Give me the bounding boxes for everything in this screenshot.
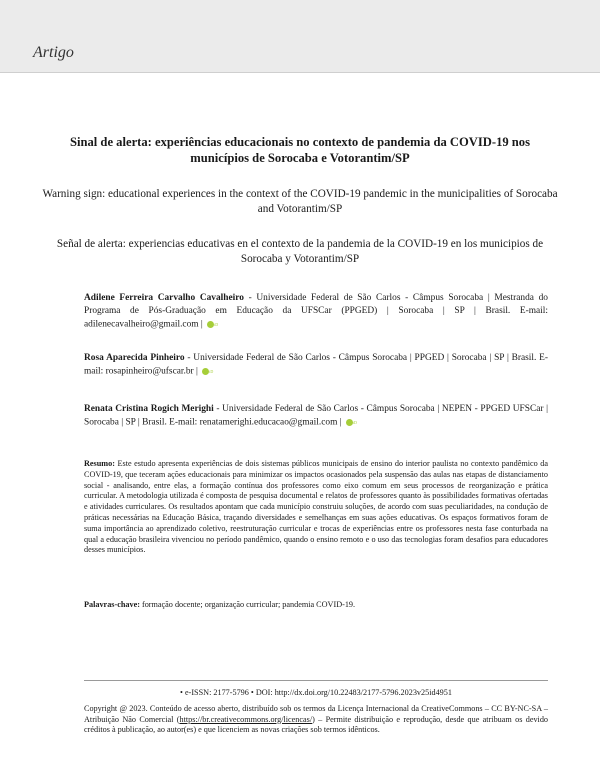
orcid-label: iD [352, 420, 357, 425]
issn-doi-line: • e-ISSN: 2177-5796 • DOI: http://dx.doi.org/10.22483/2177-5796.2023v25id4951 [180, 688, 452, 697]
author-affiliation: - Universidade Federal de São Carlos - Câmpus Sorocaba | Mestranda do Programa de Pós-Graduação em Educação da UFSCar (PPGED) | Sorocaba | SP | Brasil. E-mail: adilenecavalheiro@gmail.com | [84, 293, 548, 330]
copyright-text-end: ) – Permite distribuição e reprodução, desde que atribuam os devido créditos à publicação, ao autor(es) e que licenciem as novas criações sob termos idênticos. [84, 714, 549, 735]
copyright-text: Copyright @ 2023. Conteúdo de acesso aberto, distribuído sob os termos da Licença Internacional da CreativeCommons – CC BY-NC-SA – Atribuição Não Comercial ( [84, 704, 548, 724]
abstract-text: Este estudo apresenta experiências de dois sistemas públicos municipais de ensino do interior paulista no contexto pandêmico da COVID-19, que teceram ações educacionais para minimizar os impactos ocasionados pela suspensão das aulas nas etapas de distanciamento social - analisando, entre elas, a formação contínua dos professores como eixo comum em seus processos de reorganização e prática curricular. A metodologia utilizada é composta de pesquisa documental e relatos de professores quanto às possibilidades formativas ofertadas e atividades curriculares. Os resultados apontam que cada município construiu soluções, de acordo com suas peculiaridades, na condução de práticas necessárias na Educação Básica, traçando diversidades e semelhanças em suas ações educativas. Os espaços formativos foram de suma importância ao aprendizado coletivo, reestruturação curricular e trocas de experiências entre os professores nesta fase conturbada na qual a educação brasileira vivenciou no período pandêmico, quando o ensino remoto e o uso das tecnologias foram desafios para educadores desses municípios. [84, 459, 548, 555]
author-affiliation: - Universidade Federal de São Carlos - Câmpus Sorocaba | NEPEN - PPGED UFSCar | Sorocaba | SP | Brasil. E-mail: renatamerighi.educacao@gmail.com | [84, 404, 548, 428]
keywords [84, 599, 548, 610]
author-block [84, 292, 548, 332]
author-block [84, 403, 548, 430]
author-name: Renata Cristina Rogich Merighi [84, 404, 214, 414]
abstract-label: Resumo: [84, 459, 115, 468]
orcid-label: iD [209, 369, 214, 374]
title-spanish: Señal de alerta: experiencias educativas en el contexto de la pandemia de la COVID-19 en los municipios de Sorocaba y Votorantim/SP [56, 238, 544, 265]
author-block [84, 352, 548, 379]
title-portuguese: Sinal de alerta: experiências educacionais no contexto de pandemia da COVID-19 nos municípios de Sorocaba e Votorantim/SP [69, 135, 531, 165]
title-english: Warning sign: educational experiences in the context of the COVID-19 pandemic in the municipalities of Sorocaba and Votorantim/SP [42, 188, 558, 215]
author-name: Rosa Aparecida Pinheiro [84, 353, 185, 363]
author-name: Adilene Ferreira Carvalho Cavalheiro [84, 293, 244, 303]
orcid-label: iD [214, 322, 219, 327]
author-affiliation: - Universidade Federal de São Carlos - Câmpus Sorocaba | PPGED | Sorocaba | SP | Brasil. E-mail: rosapinheiro@ufscar.br | [84, 353, 548, 377]
license-link[interactable]: https://br.creativecommons.org/licencas/ [179, 714, 313, 724]
section-label: Artigo [33, 44, 74, 61]
keywords-text: formação docente; organização curricular; pandemia COVID-19. [141, 600, 356, 609]
header-bar [0, 0, 600, 73]
orcid-icon[interactable] [346, 419, 353, 426]
keywords-label: Palavras-chave: [84, 600, 140, 609]
copyright-notice [84, 704, 548, 736]
footer-divider [84, 680, 548, 681]
abstract [84, 459, 548, 556]
